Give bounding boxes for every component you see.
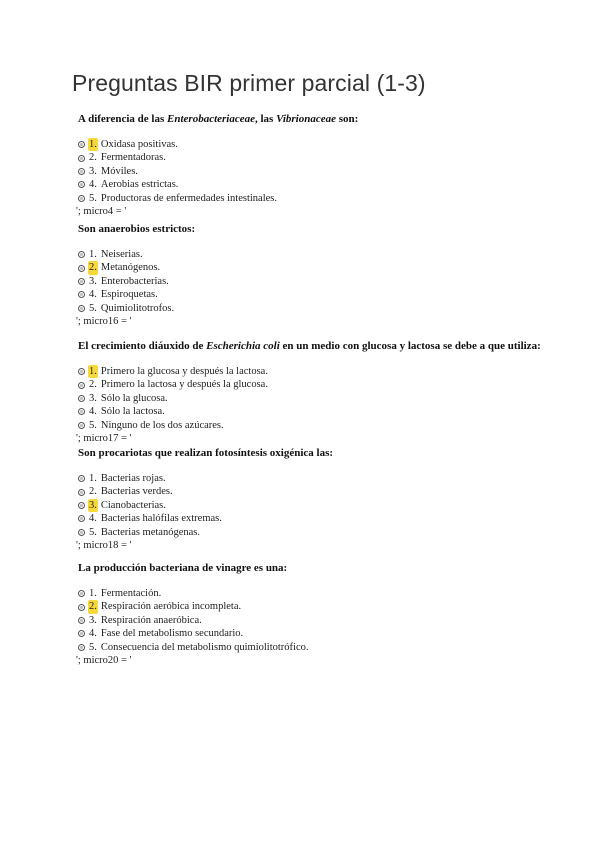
option-number: 3. — [89, 275, 97, 287]
option-number-highlighted: 3. — [89, 499, 97, 511]
question-code-footer: '; micro4 = ' — [76, 205, 127, 217]
radio-button-icon[interactable] — [78, 195, 85, 202]
radio-button-icon[interactable] — [78, 408, 85, 415]
radio-button-icon[interactable] — [78, 475, 85, 482]
radio-button-icon[interactable] — [78, 305, 85, 312]
question-block — [78, 222, 558, 328]
option-number: 5. — [89, 302, 97, 314]
radio-button-icon[interactable] — [78, 278, 85, 285]
radio-button-icon[interactable] — [78, 265, 85, 272]
answer-option[interactable] — [78, 275, 558, 288]
radio-button-icon[interactable] — [78, 395, 85, 402]
option-label: Bacterias rojas. — [100, 473, 166, 484]
question-text-italic: Enterobacteriaceae — [167, 113, 255, 125]
answer-option[interactable] — [78, 587, 558, 600]
option-label: Oxidasa positivas. — [100, 139, 178, 150]
answer-option[interactable] — [78, 378, 558, 391]
question-block — [78, 339, 558, 445]
question-text-part: en un medio con glucosa y lactosa se debe a que utiliza: — [279, 340, 541, 352]
answer-option[interactable] — [78, 627, 558, 640]
answer-option[interactable] — [78, 512, 558, 525]
question-text-part: A diferencia de las — [78, 113, 168, 125]
option-number: 2. — [89, 379, 97, 391]
radio-button-icon[interactable] — [78, 291, 85, 298]
option-label: Bacterias halófilas extremas. — [100, 513, 222, 525]
option-label: Respiración anaeróbica. — [100, 614, 202, 626]
radio-button-icon[interactable] — [78, 644, 85, 651]
answer-option[interactable] — [78, 485, 558, 498]
option-label: Metanógenos. — [100, 262, 161, 274]
option-number: 1. — [89, 249, 97, 260]
radio-button-icon[interactable] — [78, 368, 85, 375]
radio-button-icon[interactable] — [78, 251, 85, 258]
answer-option[interactable] — [78, 526, 558, 539]
option-number-highlighted: 1. — [89, 366, 97, 377]
option-number: 4. — [89, 289, 97, 301]
option-label: Fermentación. — [100, 588, 162, 599]
question-text — [78, 222, 558, 236]
option-number: 2. — [89, 152, 97, 164]
answer-option[interactable] — [78, 151, 558, 164]
answer-option[interactable] — [78, 600, 558, 613]
option-number: 1. — [89, 588, 97, 599]
question-text-italic: Vibrionaceae — [276, 113, 336, 125]
option-number: 3. — [89, 392, 97, 404]
answer-option[interactable] — [78, 499, 558, 512]
option-number: 3. — [89, 614, 97, 626]
option-number-highlighted: 2. — [89, 262, 97, 274]
question-text-part: , las — [255, 113, 277, 125]
option-label: Aerobias estrictas. — [100, 179, 179, 191]
answer-option[interactable] — [78, 261, 558, 274]
option-number: 2. — [89, 486, 97, 498]
answer-option[interactable] — [78, 419, 558, 432]
radio-button-icon[interactable] — [78, 181, 85, 188]
question-text — [78, 112, 558, 126]
question-text — [78, 561, 558, 575]
option-label: Espiroquetas. — [100, 289, 158, 301]
option-number: 5. — [89, 641, 97, 653]
question-text-italic: Escherichia coli — [206, 340, 280, 352]
radio-button-icon[interactable] — [78, 604, 85, 611]
page-title: Preguntas BIR primer parcial (1-3) — [72, 70, 426, 96]
radio-button-icon[interactable] — [78, 382, 85, 389]
radio-button-icon[interactable] — [78, 630, 85, 637]
option-label: Productoras de enfermedades intestinales. — [100, 192, 277, 204]
question-code-footer: '; micro20 = ' — [76, 654, 132, 666]
option-number: 4. — [89, 179, 97, 191]
question-text — [78, 446, 558, 460]
question-text-part: La producción bacteriana de vinagre es una: — [78, 562, 288, 574]
question-code-footer: '; micro16 = ' — [76, 315, 132, 327]
option-label: Sólo la glucosa. — [100, 392, 168, 404]
option-label: Cianobacterias. — [100, 499, 166, 511]
answer-option[interactable] — [78, 614, 558, 627]
option-label: Quimiolitotrofos. — [100, 302, 175, 314]
option-label: Ninguno de los dos azúcares. — [100, 419, 224, 431]
question-code-footer: '; micro18 = ' — [76, 539, 132, 551]
question-block — [78, 561, 558, 667]
option-label: Fase del metabolismo secundario. — [100, 628, 244, 640]
question-text-part: Son procariotas que realizan fotosíntesis oxigénica las: — [78, 447, 334, 459]
option-label: Sólo la lactosa. — [100, 406, 165, 418]
option-number-highlighted: 1. — [89, 139, 97, 150]
option-label: Primero la lactosa y después la glucosa. — [100, 379, 268, 391]
answer-option[interactable] — [78, 641, 558, 654]
option-label: Móviles. — [100, 165, 138, 177]
radio-button-icon[interactable] — [78, 502, 85, 509]
answer-option[interactable] — [78, 392, 558, 405]
option-number: 5. — [89, 526, 97, 538]
question-text-part: son: — [335, 113, 359, 125]
question-block — [78, 112, 558, 218]
answer-option[interactable] — [78, 138, 558, 151]
option-number: 4. — [89, 628, 97, 640]
question-text — [78, 339, 558, 353]
option-number: 4. — [89, 406, 97, 418]
option-label: Neiserias. — [100, 249, 143, 260]
option-number: 4. — [89, 513, 97, 525]
option-number-highlighted: 2. — [89, 601, 97, 613]
radio-button-icon[interactable] — [78, 141, 85, 148]
option-label: Enterobacterias. — [100, 275, 169, 287]
option-number: 1. — [89, 473, 97, 484]
radio-button-icon[interactable] — [78, 168, 85, 175]
radio-button-icon[interactable] — [78, 617, 85, 624]
option-label: Consecuencia del metabolismo quimiolitotrófico. — [100, 641, 309, 653]
radio-button-icon[interactable] — [78, 489, 85, 496]
question-block — [78, 446, 558, 552]
radio-button-icon[interactable] — [78, 515, 85, 522]
option-label: Respiración aeróbica incompleta. — [100, 601, 242, 613]
radio-button-icon[interactable] — [78, 155, 85, 162]
answer-option[interactable] — [78, 365, 558, 378]
answer-option[interactable] — [78, 165, 558, 178]
radio-button-icon[interactable] — [78, 422, 85, 429]
option-number: 3. — [89, 165, 97, 177]
answer-option[interactable] — [78, 288, 558, 301]
answer-option[interactable] — [78, 472, 558, 485]
radio-button-icon[interactable] — [78, 590, 85, 597]
answer-option[interactable] — [78, 405, 558, 418]
radio-button-icon[interactable] — [78, 529, 85, 536]
option-label: Bacterias metanógenas. — [100, 526, 200, 538]
answer-option[interactable] — [78, 178, 558, 191]
question-code-footer: '; micro17 = ' — [76, 432, 132, 444]
question-text-part: Son anaerobios estrictos: — [78, 223, 196, 235]
question-text-part: El crecimiento diáuxido de — [78, 340, 207, 352]
option-number: 5. — [89, 192, 97, 204]
option-label: Bacterias verdes. — [100, 486, 173, 498]
option-number: 5. — [89, 419, 97, 431]
answer-option[interactable] — [78, 192, 558, 205]
option-label: Primero la glucosa y después la lactosa. — [100, 366, 268, 377]
option-label: Fermentadoras. — [100, 152, 166, 164]
answer-option[interactable] — [78, 302, 558, 315]
answer-option[interactable] — [78, 248, 558, 261]
